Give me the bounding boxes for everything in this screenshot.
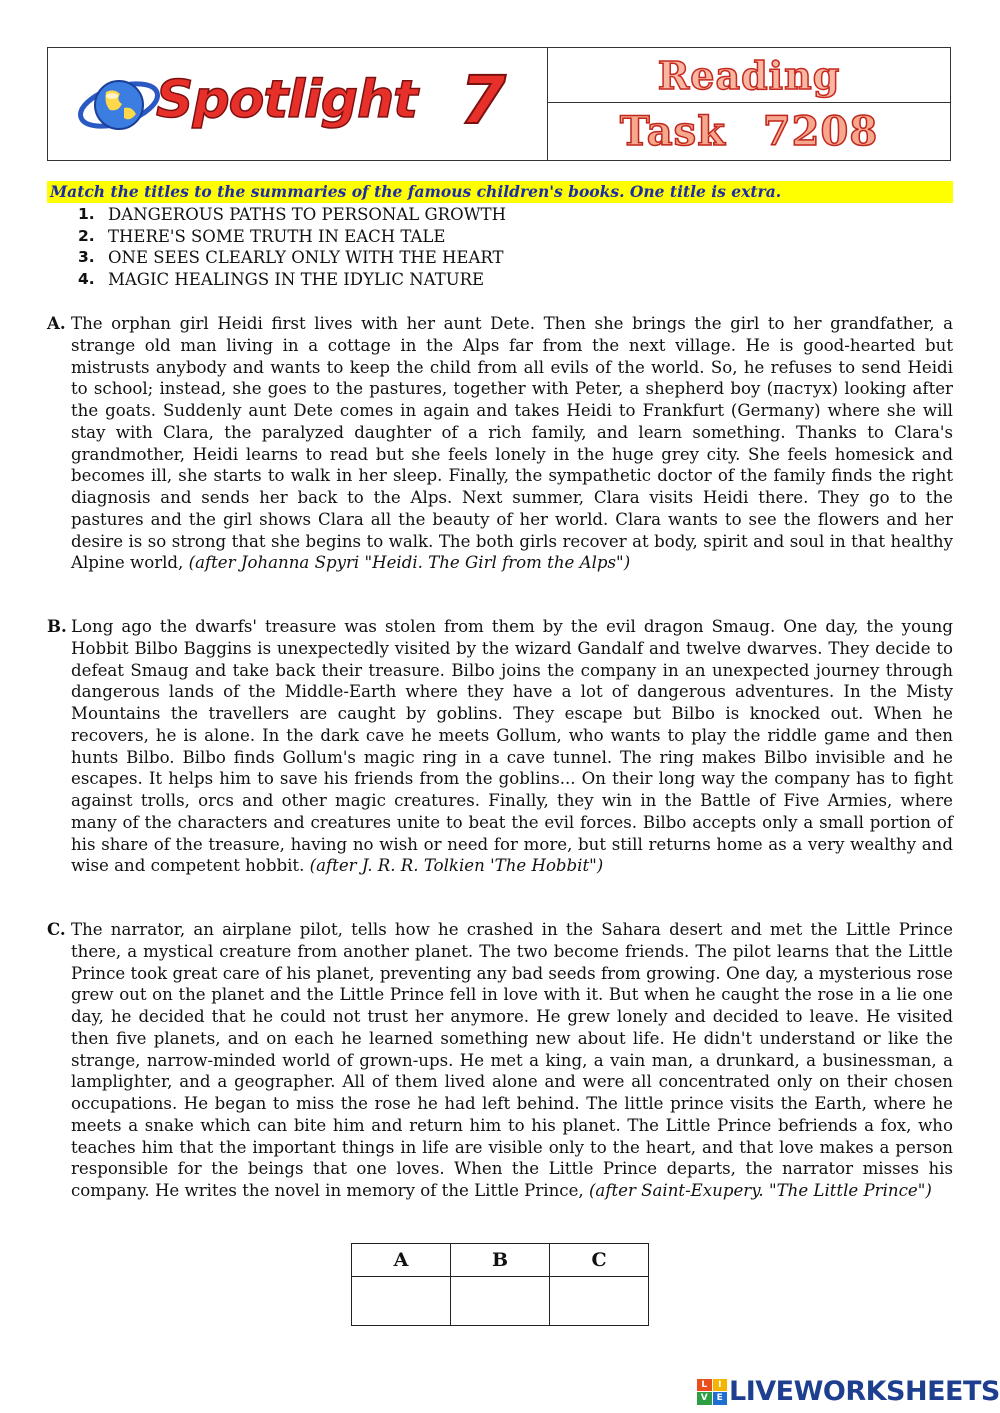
summary-source: (after Johanna Spyri "Heidi. The Girl from the Alps") <box>188 553 631 573</box>
list-item: 2. THERE'S SOME TRUTH IN EACH TALE <box>78 226 446 246</box>
list-item: 1. DANGEROUS PATHS TO PERSONAL GROWTH <box>78 205 506 224</box>
summary-letter: B. <box>47 616 67 636</box>
reading-label: Reading <box>657 52 841 98</box>
summary-source: (after Saint-Exupery. "The Little Prince") <box>588 1181 932 1200</box>
answer-cell-a[interactable] <box>352 1277 451 1326</box>
answer-header-b: B <box>451 1244 550 1277</box>
list-item: 4. MAGIC HEALINGS IN THE IDYLIC NATURE <box>78 269 485 289</box>
summary-text: Long ago the dwarfs' treasure was stolen from them by the evil dragon Smaug. One day, the young Hobbit Bilbo Baggins is unexpectedly visited by the wizard Gandalf and twelve dwarves. They decide to defeat Smaug and take back their treasure. Bilbo joins the company in an unexpected journey through dangerous lands of the Middle-Earth where they have a lot of dangerous adventures. In the Misty Mountains the travellers are caught by goblins. They escape but Bilbo is knocked out. When he recovers, he is alone. In the dark cave he meets Gollum, who wants to play the riddle game and then hunts Bilbo. Bilbo finds Gollum's magic ring in a cave tunnel. The ring makes Bilbo invisible and he escapes. It helps him to save his friends from the goblins... On their long way the company has to fight against trolls, orcs and other magic creatures. Finally, they win in the Battle of Five Armies, where many of the characters and creatures unite to beat the evil forces. Bilbo accepts only a small portion of his share of the treasure, having no wish or need for more, but still returns home as a very wealthy and wise and competent hobbit. <box>71 617 953 876</box>
instruction: Match the titles to the summaries of the famous children's books. One title is extra. <box>47 181 953 203</box>
summary-text: The orphan girl Heidi first lives with her aunt Dete. Then she brings the girl to her grandfather, a strange old man living in a cottage in the Alps far from the next village. He is good-hearted but mistrusts anybody and wants to keep the child from all evils of the world. So, he refuses to send Heidi to school; instead, she goes to the pastures, together with Peter, a shepherd boy (пастух) looking after the goats. Suddenly aunt Dete comes in again and takes Heidi to Frankfurt (Germany) where she will stay with Clara, the paralyzed daughter of a rich family, and learn something. Thanks to Clara's grandmother, Heidi learns to read but she feels lonely in the huge grey city. She feels homesick and becomes ill, she starts to walk in her sleep. Finally, the sympathetic doctor of the family finds the right diagnosis and sends her back to the Alps. Next summer, Clara visits Heidi there. They go to the pastures and the girl shows Clara all the beauty of her world. Clara wants to see the flowers and her desire is so strong that she begins to walk. The both girls recover at body, spirit and soul in that healthy Alpine world, <box>71 314 953 573</box>
liveworksheets-logo <box>697 1376 1000 1407</box>
answer-table <box>351 1243 649 1326</box>
spotlight-logo <box>48 48 548 160</box>
logo-number: 7 <box>460 62 506 139</box>
answer-header-c: C <box>550 1244 649 1277</box>
answer-header-a: A <box>352 1244 451 1277</box>
liveworksheets-badge-icon: L I V E <box>697 1379 727 1405</box>
answer-cell-b[interactable] <box>451 1277 550 1326</box>
worksheet-header <box>47 47 951 161</box>
list-item: 3. ONE SEES CLEARLY ONLY WITH THE HEART <box>78 248 504 267</box>
summary-source: (after J. R. R. Tolkien 'The Hobbit") <box>309 856 604 876</box>
answer-cell-c[interactable] <box>550 1277 649 1326</box>
summary-letter: C. <box>47 919 66 939</box>
logo-word: Spotlight <box>156 70 418 130</box>
brand-name: LIVEWORKSHEETS <box>729 1376 1000 1407</box>
summary-text: The narrator, an airplane pilot, tells how he crashed in the Sahara desert and met the Little Prince there, a mystical creature from another planet. The two become friends. The pilot learns that the Little Prince took great care of his planet, preventing any bad seeds from growing. One day, a mysterious rose grew out on the planet and the Little Prince fell in love with it. But when he caught the rose in a lie one day, he decided that he could not trust her anymore. He grew lonely and decided to leave. He visited then five planets, and on each he learned something new about life. He didn't understand or like the strange, narrow-minded world of grown-ups. He met a king, a vain man, a drunkard, a businessman, a lamplighter, and a geographer. All of them lived alone and were all concentrated only on their chosen occupations. He began to miss the rose he had left behind. The little prince visits the Earth, where he meets a snake which can bite him and return him to his planet. The Little Prince befriends a fox, who teaches him that the important things in life are visible only to the heart, and that love makes a person responsible for the beings that one loves. When the Little Prince departs, the narrator misses his company. He writes the novel in memory of the Little Prince, <box>71 920 953 1200</box>
summary-a <box>47 313 953 574</box>
globe-icon <box>76 68 162 142</box>
summary-b <box>47 616 953 877</box>
titles-list <box>78 204 506 290</box>
summary-c <box>47 919 953 1202</box>
summary-letter: A. <box>47 313 66 333</box>
task-label: Task 7208 <box>619 108 879 155</box>
